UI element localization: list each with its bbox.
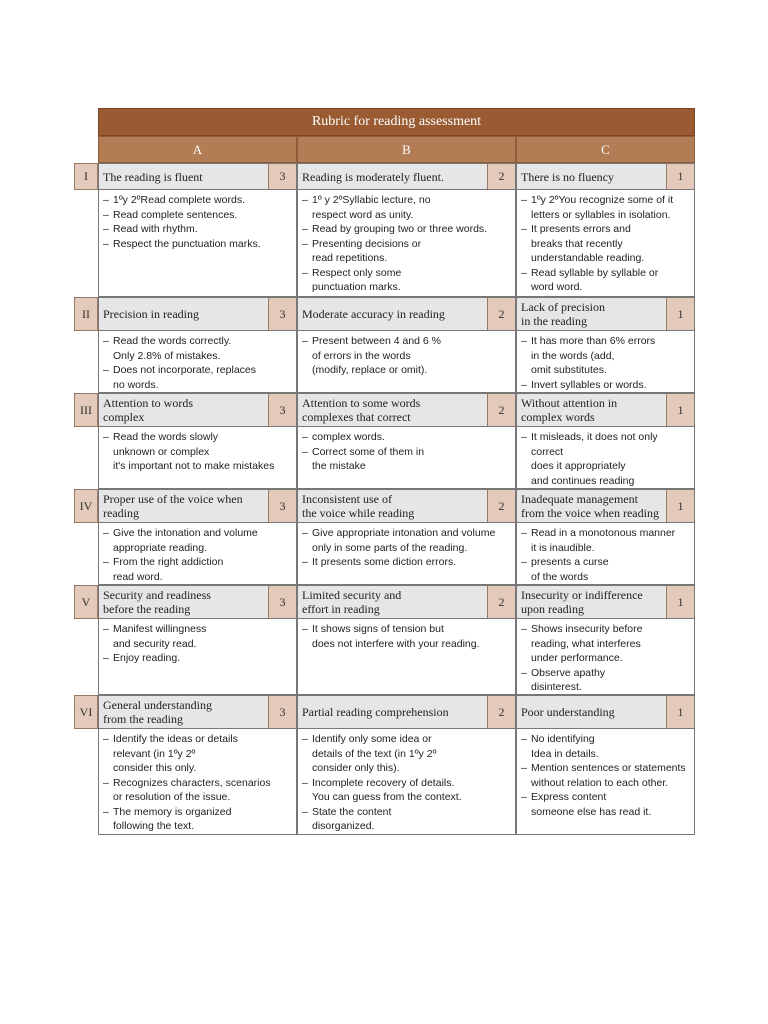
criterion-title: The reading is fluent bbox=[103, 169, 203, 184]
score-badge: 2 bbox=[487, 696, 515, 728]
descriptor-item: – presents a curse of the words bbox=[521, 555, 690, 584]
column-header-b: B bbox=[297, 136, 516, 163]
criterion-title: Reading is moderately fluent. bbox=[302, 169, 444, 184]
descriptor-list bbox=[302, 430, 511, 474]
score-badge: 2 bbox=[487, 298, 515, 330]
criterion-row bbox=[74, 489, 695, 523]
score-badge: 2 bbox=[487, 586, 515, 618]
descriptor-list bbox=[521, 732, 690, 819]
descriptor-row bbox=[98, 190, 695, 297]
descriptor-item: – 1ºy 2ºRead complete words. bbox=[103, 193, 292, 208]
score-badge: 1 bbox=[666, 394, 694, 426]
descriptor-item: – From the right addiction read word. bbox=[103, 555, 292, 584]
descriptor-list bbox=[521, 193, 690, 295]
descriptor-item: – The memory is organized following the text. bbox=[103, 805, 292, 834]
descriptor-item: – Respect only some punctuation marks. bbox=[302, 266, 511, 295]
score-badge: 3 bbox=[268, 586, 296, 618]
criterion-title: Attention to some words complexes that correct bbox=[302, 396, 421, 424]
criterion-row bbox=[74, 695, 695, 729]
criterion-title: Attention to words complex bbox=[103, 396, 193, 424]
column-header-a: A bbox=[98, 136, 297, 163]
criterion-row bbox=[74, 393, 695, 427]
score-badge: 3 bbox=[268, 298, 296, 330]
descriptor-cell-a bbox=[98, 619, 297, 695]
criterion-title: Lack of precision in the reading bbox=[521, 300, 605, 328]
descriptor-item: – Presenting decisions or read repetitions. bbox=[302, 237, 511, 266]
descriptor-item: – It misleads, it does not only correct does it appropriately and continues reading bbox=[521, 430, 690, 488]
descriptor-item: – Invert syllables or words. bbox=[521, 378, 690, 393]
criterion-title: Limited security and effort in reading bbox=[302, 588, 402, 616]
descriptor-list bbox=[302, 526, 511, 570]
criterion-title: Poor understanding bbox=[521, 705, 615, 719]
criterion-cell-a bbox=[98, 297, 297, 331]
descriptor-item: – Respect the punctuation marks. bbox=[103, 237, 292, 252]
criterion-cell-c bbox=[516, 695, 695, 729]
criterion-cell-a bbox=[98, 585, 297, 619]
descriptor-row bbox=[98, 427, 695, 489]
criterion-cell-b bbox=[297, 297, 516, 331]
criterion-cell-c bbox=[516, 393, 695, 427]
descriptor-item: – Manifest willingness and security read. bbox=[103, 622, 292, 651]
rubric-rows bbox=[74, 163, 695, 835]
rubric-table bbox=[74, 108, 695, 835]
score-badge: 1 bbox=[666, 298, 694, 330]
score-badge: 1 bbox=[666, 696, 694, 728]
descriptor-list bbox=[302, 622, 511, 651]
criterion-cell-a bbox=[98, 393, 297, 427]
descriptor-cell-a bbox=[98, 427, 297, 489]
descriptor-item: – It has more than 6% errors in the words (add, omit substitutes. bbox=[521, 334, 690, 378]
descriptor-row bbox=[98, 523, 695, 585]
descriptor-item: – It presents errors and breaks that recently understandable reading. bbox=[521, 222, 690, 266]
descriptor-list bbox=[521, 526, 690, 584]
score-badge: 1 bbox=[666, 586, 694, 618]
criterion-row bbox=[74, 163, 695, 190]
criterion-title: There is no fluency bbox=[521, 169, 614, 184]
score-badge: 2 bbox=[487, 490, 515, 522]
descriptor-cell-c bbox=[516, 619, 695, 695]
score-badge: 3 bbox=[268, 490, 296, 522]
criterion-cell-b bbox=[297, 489, 516, 523]
descriptor-item: – Give appropriate intonation and volume only in some parts of the reading. bbox=[302, 526, 511, 555]
criterion-title: Moderate accuracy in reading bbox=[302, 307, 445, 321]
descriptor-item: – complex words. bbox=[302, 430, 511, 445]
descriptor-item: – Shows insecurity before reading, what interferes under performance. bbox=[521, 622, 690, 666]
criterion-title: Without attention in complex words bbox=[521, 396, 618, 424]
descriptor-item: – State the content disorganized. bbox=[302, 805, 511, 834]
descriptor-item: – Read the words slowly unknown or complex it's important not to make mistakes bbox=[103, 430, 292, 474]
criterion-cell-b bbox=[297, 585, 516, 619]
descriptor-row bbox=[98, 729, 695, 835]
descriptor-list bbox=[103, 334, 292, 392]
descriptor-cell-b bbox=[297, 427, 516, 489]
descriptor-cell-a bbox=[98, 729, 297, 835]
criterion-row bbox=[74, 585, 695, 619]
criterion-row bbox=[74, 297, 695, 331]
criterion-number: II bbox=[74, 297, 98, 331]
criterion-number: III bbox=[74, 393, 98, 427]
criterion-cell-b bbox=[297, 163, 516, 190]
criterion-cell-c bbox=[516, 585, 695, 619]
score-badge: 2 bbox=[487, 164, 515, 189]
descriptor-item: – Give the intonation and volume appropriate reading. bbox=[103, 526, 292, 555]
criterion-cell-b bbox=[297, 695, 516, 729]
criterion-cell-a bbox=[98, 489, 297, 523]
descriptor-row bbox=[98, 331, 695, 393]
criterion-number: V bbox=[74, 585, 98, 619]
descriptor-list bbox=[302, 732, 511, 834]
descriptor-cell-c bbox=[516, 729, 695, 835]
descriptor-list bbox=[521, 334, 690, 392]
descriptor-item: – Read syllable by syllable or word word. bbox=[521, 266, 690, 295]
criterion-cell-b bbox=[297, 393, 516, 427]
criterion-title: Precision in reading bbox=[103, 307, 199, 321]
descriptor-item: – Express content someone else has read it. bbox=[521, 790, 690, 819]
descriptor-item: – Present between 4 and 6 % of errors in the words (modify, replace or omit). bbox=[302, 334, 511, 378]
column-headers bbox=[98, 136, 695, 163]
descriptor-list bbox=[302, 334, 511, 378]
descriptor-item: – Mention sentences or statements without relation to each other. bbox=[521, 761, 690, 790]
descriptor-cell-b bbox=[297, 190, 516, 297]
descriptor-cell-b bbox=[297, 331, 516, 393]
descriptor-item: – Correct some of them in the mistake bbox=[302, 445, 511, 474]
criterion-title: Inadequate management from the voice when reading bbox=[521, 492, 659, 520]
column-header-c: C bbox=[516, 136, 695, 163]
criterion-title: General understanding from the reading bbox=[103, 698, 212, 726]
descriptor-item: – No identifying Idea in details. bbox=[521, 732, 690, 761]
descriptor-item: – Read in a monotonous manner it is inaudible. bbox=[521, 526, 690, 555]
descriptor-item: – Incomplete recovery of details. You can guess from the context. bbox=[302, 776, 511, 805]
descriptor-cell-a bbox=[98, 190, 297, 297]
descriptor-item: – Read complete sentences. bbox=[103, 208, 292, 223]
score-badge: 2 bbox=[487, 394, 515, 426]
descriptor-list bbox=[302, 193, 511, 295]
descriptor-item: – Enjoy reading. bbox=[103, 651, 292, 666]
descriptor-item: – Read with rhythm. bbox=[103, 222, 292, 237]
criterion-cell-a bbox=[98, 163, 297, 190]
criterion-title: Proper use of the voice when reading bbox=[103, 492, 243, 520]
criterion-title: Insecurity or indifference upon reading bbox=[521, 588, 643, 616]
rubric-title: Rubric for reading assessment bbox=[98, 108, 695, 136]
criterion-number: VI bbox=[74, 695, 98, 729]
descriptor-cell-c bbox=[516, 523, 695, 585]
criterion-title: Security and readiness before the reading bbox=[103, 588, 211, 616]
descriptor-list bbox=[103, 526, 292, 584]
criterion-cell-a bbox=[98, 695, 297, 729]
score-badge: 3 bbox=[268, 696, 296, 728]
descriptor-list bbox=[103, 193, 292, 251]
score-badge: 3 bbox=[268, 394, 296, 426]
descriptor-list bbox=[521, 430, 690, 488]
descriptor-item: – Observe apathy disinterest. bbox=[521, 666, 690, 695]
descriptor-item: – Identify only some idea or details of the text (in 1ºy 2º consider only this). bbox=[302, 732, 511, 776]
criterion-cell-c bbox=[516, 297, 695, 331]
descriptor-list bbox=[103, 430, 292, 474]
descriptor-item: – It presents some diction errors. bbox=[302, 555, 511, 570]
descriptor-item: – 1º y 2ºSyllabic lecture, no respect word as unity. bbox=[302, 193, 511, 222]
descriptor-row bbox=[98, 619, 695, 695]
descriptor-item: – Read the words correctly. Only 2.8% of mistakes. bbox=[103, 334, 292, 363]
criterion-number: I bbox=[74, 163, 98, 190]
descriptor-list bbox=[103, 732, 292, 834]
descriptor-cell-a bbox=[98, 523, 297, 585]
score-badge: 3 bbox=[268, 164, 296, 189]
descriptor-cell-c bbox=[516, 190, 695, 297]
descriptor-item: – Does not incorporate, replaces no words. bbox=[103, 363, 292, 392]
descriptor-item: – Recognizes characters, scenarios or resolution of the issue. bbox=[103, 776, 292, 805]
criterion-title: Inconsistent use of the voice while reading bbox=[302, 492, 415, 520]
descriptor-cell-c bbox=[516, 427, 695, 489]
descriptor-item: – 1ºy 2ºYou recognize some of it letters or syllables in isolation. bbox=[521, 193, 690, 222]
score-badge: 1 bbox=[666, 490, 694, 522]
descriptor-item: – Read by grouping two or three words. bbox=[302, 222, 511, 237]
descriptor-cell-a bbox=[98, 331, 297, 393]
criterion-number: IV bbox=[74, 489, 98, 523]
descriptor-cell-b bbox=[297, 729, 516, 835]
descriptor-cell-b bbox=[297, 619, 516, 695]
descriptor-cell-c bbox=[516, 331, 695, 393]
descriptor-item: – Identify the ideas or details relevant (in 1ºy 2º consider this only. bbox=[103, 732, 292, 776]
criterion-cell-c bbox=[516, 163, 695, 190]
criterion-title: Partial reading comprehension bbox=[302, 705, 449, 719]
descriptor-cell-b bbox=[297, 523, 516, 585]
descriptor-item: – It shows signs of tension but does not interfere with your reading. bbox=[302, 622, 511, 651]
descriptor-list bbox=[521, 622, 690, 695]
score-badge: 1 bbox=[666, 164, 694, 189]
descriptor-list bbox=[103, 622, 292, 666]
criterion-cell-c bbox=[516, 489, 695, 523]
